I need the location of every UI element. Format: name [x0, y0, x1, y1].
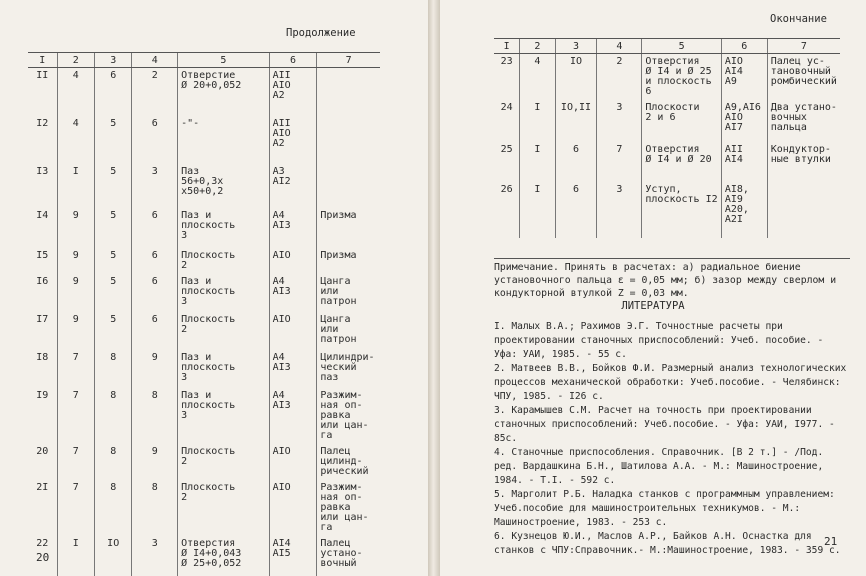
table-cell: 2 — [597, 54, 642, 101]
table-cell: Плоскость 2 — [178, 312, 269, 350]
table-cell: Разжим- ная оп- равка или цан- га — [317, 388, 380, 444]
column-header: I — [494, 39, 520, 54]
table-row — [28, 480, 380, 536]
continuation-header: Продолжение — [286, 27, 356, 39]
ending-header: Окончание — [770, 13, 827, 25]
table-cell: Отверстие Ø 20+0,052 — [178, 68, 269, 116]
row-number-cell: I9 — [36, 389, 49, 401]
table-cell: 8 — [95, 444, 132, 480]
table-cell: 4 — [57, 116, 94, 164]
table-cell: I — [57, 164, 94, 208]
row-number-cell: I6 — [36, 275, 49, 287]
table-cell: AIO AI4 A9 — [721, 54, 767, 101]
column-header: 5 — [178, 53, 269, 68]
column-header: 3 — [555, 39, 597, 54]
column-header: 6 — [269, 53, 317, 68]
table-cell — [317, 68, 380, 116]
table-cell: Отверстия Ø I4 и Ø 20 — [642, 142, 721, 182]
table-cell: Палец цилинд- рический — [317, 444, 380, 480]
table-row — [28, 444, 380, 480]
column-header: 7 — [767, 39, 840, 54]
table-cell: Паз и плоскость 3 — [178, 274, 269, 312]
table-cell: I — [520, 100, 555, 142]
table-cell: Разжим- ная оп- равка или цан- га — [317, 480, 380, 536]
table-cell — [317, 164, 380, 208]
table-cell: 8 — [95, 350, 132, 388]
table-row — [28, 68, 380, 116]
left-table-body — [28, 68, 380, 576]
table-cell: 6 — [132, 248, 178, 274]
table-cell: 9 — [57, 248, 94, 274]
table-cell: A9,AI6 AIO AI7 — [721, 100, 767, 142]
left-table — [28, 52, 380, 576]
row-number-cell: 25 — [500, 144, 513, 155]
table-cell: -"- — [178, 116, 269, 164]
left-page — [0, 0, 428, 576]
table-cell: A4 AI3 — [269, 388, 317, 444]
table-row — [28, 274, 380, 312]
table-cell: 9 — [57, 312, 94, 350]
row-number-cell: 26 — [500, 184, 513, 195]
table-cell: AII AIO A2 — [269, 68, 317, 116]
table-cell: AIO — [269, 312, 317, 350]
table-cell: 6 — [555, 142, 597, 182]
reference-item: 5. Марголит Р.Б. Наладка станков с программным управлением: Учеб.пособие для машиностроительных техникумов. - М.: Машиностроение, 1983. - 253 с. — [494, 489, 835, 528]
column-header: 5 — [642, 39, 721, 54]
row-number-cell: I4 — [36, 209, 49, 221]
table-cell: 5 — [95, 248, 132, 274]
reference-list — [494, 320, 852, 558]
table-cell: 7 — [57, 444, 94, 480]
right-page — [440, 0, 866, 576]
reference-item: 3. Карамышев С.М. Расчет на точность при проектировании станочных приспособлений: Учеб.пособие. - Уфа: УАИ, I977. - 85с. — [494, 405, 835, 444]
row-number-cell: 23 — [500, 56, 513, 67]
row-number-cell: 24 — [500, 102, 513, 113]
column-header: 7 — [317, 53, 380, 68]
table-cell: Паз 56+0,3x x50+0,2 — [178, 164, 269, 208]
table-cell: Палец ус- тановочный ромбический — [767, 54, 840, 101]
table-cell: Паз и плоскость 3 — [178, 350, 269, 388]
table-cell: 6 — [555, 182, 597, 238]
table-cell: 8 — [132, 480, 178, 536]
table-cell: Кондуктор- ные втулки — [767, 142, 840, 182]
row-number-cell: I8 — [36, 351, 49, 363]
table-cell: Плоскости 2 и 6 — [642, 100, 721, 142]
column-header: 4 — [132, 53, 178, 68]
table-cell: AIO — [269, 444, 317, 480]
table-cell: A4 AI3 — [269, 274, 317, 312]
table-header-row — [28, 53, 380, 68]
table-row — [494, 100, 840, 142]
table-row — [494, 142, 840, 182]
table-header-row — [494, 39, 840, 54]
column-header: 2 — [520, 39, 555, 54]
table-cell: 9 — [132, 444, 178, 480]
table-cell: Паз и плоскость 3 — [178, 208, 269, 248]
table-cell: 6 — [132, 312, 178, 350]
table-row — [28, 116, 380, 164]
table-cell: IO — [95, 536, 132, 576]
table-cell: 3 — [132, 536, 178, 576]
table-cell: 6 — [132, 208, 178, 248]
row-number-cell: I7 — [36, 313, 49, 325]
table-cell: Уступ, плоскость I2 — [642, 182, 721, 238]
column-header: 2 — [57, 53, 94, 68]
table-row — [28, 164, 380, 208]
table-cell: A4 AI3 — [269, 350, 317, 388]
table-note: Примечание. Принять в расчетах: а) радиальное биение установочного пальца ε = 0,05 мм; б) зазор между сверлом и кондукторной втулкой Z = 0,03 мм. — [494, 258, 850, 300]
table-cell: Отверстия Ø I4+0,043 Ø 25+0,052 — [178, 536, 269, 576]
table-cell: IO — [555, 54, 597, 101]
table-cell: 9 — [57, 208, 94, 248]
table-cell: AIO — [269, 480, 317, 536]
table-cell: 3 — [597, 100, 642, 142]
table-row — [494, 182, 840, 238]
table-cell: AI4 AI5 — [269, 536, 317, 576]
table-cell: 8 — [95, 388, 132, 444]
page-number: 20 — [36, 551, 50, 564]
table-cell: 4 — [57, 68, 94, 116]
column-header: 4 — [597, 39, 642, 54]
column-header: I — [28, 53, 57, 68]
table-cell: 7 — [597, 142, 642, 182]
table-cell: 3 — [597, 182, 642, 238]
row-number-cell: 22 — [36, 537, 49, 549]
book-gutter — [428, 0, 440, 576]
row-number-cell: I3 — [36, 165, 49, 177]
table-cell: Паз и плоскость 3 — [178, 388, 269, 444]
table-cell: 7 — [57, 388, 94, 444]
table-cell: Цанга или патрон — [317, 274, 380, 312]
table-cell: 5 — [95, 312, 132, 350]
table-cell: 5 — [95, 208, 132, 248]
table-cell: Два устано- вочных пальца — [767, 100, 840, 142]
table-cell: 6 — [132, 274, 178, 312]
table-cell: 3 — [132, 164, 178, 208]
reference-item: I. Малых В.А.; Рахимов Э.Г. Точностные расчеты при проектировании станочных приспособлений: Учеб. пособие. - Уфа: УАИ, 1985. - 55 с. — [494, 321, 824, 360]
literature-title: ЛИТЕРАТУРА — [621, 300, 685, 312]
table-cell: 7 — [57, 480, 94, 536]
table-row — [28, 536, 380, 576]
table-cell: I — [57, 536, 94, 576]
table-cell: Плоскость 2 — [178, 480, 269, 536]
table-cell: AI8, AI9 A20, A2I — [721, 182, 767, 238]
row-number-cell: 20 — [36, 445, 49, 457]
page-number: 21 — [824, 535, 838, 548]
table-cell: A4 AI3 — [269, 208, 317, 248]
table-row — [28, 208, 380, 248]
row-number-cell: 2I — [36, 481, 49, 493]
table-cell: IO,II — [555, 100, 597, 142]
table-cell: Плоскость 2 — [178, 444, 269, 480]
table-cell: Цилиндри- ческий паз — [317, 350, 380, 388]
table-cell: Плоскость 2 — [178, 248, 269, 274]
column-header: 3 — [95, 53, 132, 68]
reference-item: 6. Кузнецов Ю.И., Маслов А.Р., Байков А.Н. Оснастка для станков с ЧПУ:Справочник.- М.:Машиностроение, 1983. - 359 с. — [494, 531, 841, 556]
table-row — [28, 388, 380, 444]
table-cell — [317, 116, 380, 164]
table-row — [28, 312, 380, 350]
reference-item: 4. Станочные приспособления. Справочник. [В 2 т.] - /Под. ред. Вардашкина Б.Н., Шатилова А.А. - М.: Машиностроение, 1984. - Т.I. - 592 с. — [494, 447, 824, 486]
table-row — [494, 54, 840, 101]
table-cell: 5 — [95, 116, 132, 164]
table-cell: AII AI4 — [721, 142, 767, 182]
table-cell: AII AIO A2 — [269, 116, 317, 164]
row-number-cell: II — [36, 70, 49, 81]
table-cell: A3 AI2 — [269, 164, 317, 208]
right-table — [494, 38, 840, 238]
table-cell: I — [520, 182, 555, 238]
table-cell: 9 — [57, 274, 94, 312]
table-cell: 9 — [132, 350, 178, 388]
table-cell — [767, 182, 840, 238]
table-cell: 6 — [132, 116, 178, 164]
table-row — [28, 350, 380, 388]
table-cell: 6 — [95, 68, 132, 116]
table-cell: Призма — [317, 248, 380, 274]
table-cell: 4 — [520, 54, 555, 101]
row-number-cell: I5 — [36, 249, 49, 261]
table-cell: 5 — [95, 274, 132, 312]
table-cell: 8 — [132, 388, 178, 444]
table-cell: 5 — [95, 164, 132, 208]
table-cell: 8 — [95, 480, 132, 536]
right-table-body — [494, 54, 840, 239]
table-cell: 2 — [132, 68, 178, 116]
table-cell: 7 — [57, 350, 94, 388]
table-row — [28, 248, 380, 274]
row-number-cell: I2 — [36, 117, 49, 129]
table-cell: Призма — [317, 208, 380, 248]
table-cell: Цанга или патрон — [317, 312, 380, 350]
table-cell: I — [520, 142, 555, 182]
table-cell: Палец устано- вочный — [317, 536, 380, 576]
column-header: 6 — [721, 39, 767, 54]
reference-item: 2. Матвеев В.В., Бойков Ф.И. Размерный анализ технологических процессов механической обработки: Учеб.пособие. - Челябинск: ЧПУ, 1985. - I26 с. — [494, 363, 847, 402]
table-cell: AIO — [269, 248, 317, 274]
table-cell: Отверстия Ø I4 и Ø 25 и плоскость 6 — [642, 54, 721, 101]
